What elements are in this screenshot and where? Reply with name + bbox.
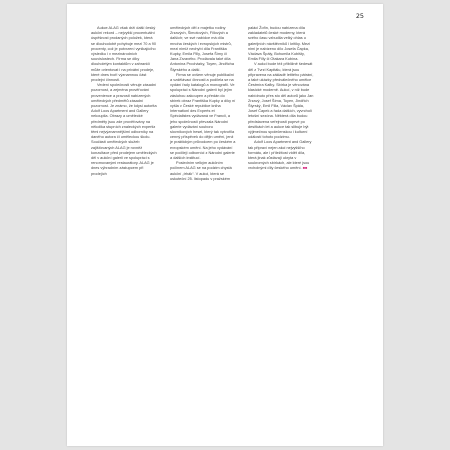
page-number: 25 — [355, 12, 364, 20]
paragraph: Aukce ALAG však drží další český aukční rekord – nejvyšší procentuální úspěšnost prodaných položek, která se dlouhodobě pohybuje mezi 70 a 90 procenty, což je potvrzení vynikajícího výsledku i v mezinárodních souvislostech. Firma se díky dlouholetým kontaktům v zahraničí může orientovat i na privátní prodeje, které dnes tvoří významnou část prodejní činnosti. — [91, 26, 156, 83]
paragraph: Firma se ovšem věnuje publikační a vzdělávací činnosti a podílela se na vydání řady katalogů a monografií. Ve spolupráci s Národní galerií byl jejím zásluhou zakoupen a předán do sbírek obraz Františka Kupky a díky ní vyšla v České republice kniha Internationl des Experts et Spécialistes vydávaná ve Francii, a jeho společností převzala Národní galerie vydávání souboru slovníkových hesel, který tak vytvořila cenný příspěvek do dějin umění, jenž je praktickým průvodcem po českém a evropském umění. Na jeho vydávání se podílejí odborníci z Národní galerie a dalších institucí. — [170, 72, 236, 161]
paragraph: paláci Žofín, budou nabízena díla zakladatelů české moderny, která svého času vzbudila velký ohlas u galerijních návštěvníků i kritiky. Mezi nimi je nabízeno dílo Josefa Čapka, Václava Špály, Bohumila Kubišty, Emila Filly či Otakara Kubína. — [248, 26, 310, 62]
end-of-article-mark: ■■ — [302, 166, 308, 171]
document-page — [67, 4, 383, 446]
paragraph: Vedení společnosti věnuje zásadní pozornost, a zejména prověřování provenience a pravosti nabízených uměleckých předmětů zásadní pozornost. Je známo, že kdysi autorita Adolf Loos Apartment and Gallery nekoupila. Obrazy a umělecké předměty jsou zde prověřovány na několika stupních znaleckých expertiz těmi nejvýznamnějšími odborníky na daného autora či uměleckou školu. Součástí uměleckých služeb zajišťovaných ALAG je rovněž konzultace před prodejem uměleckých děl v aukční galerii ve spolupráci s renomovanými restaurátory. ALAG je dnes výhradním zástupcem při prodejích — [91, 83, 157, 176]
paragraph: Posledním velkým aukčním počinem ALAG se na podzim chystá aukční „trhák“. V aukci, která se uskuteční 25. listopadu v pražském — [170, 161, 232, 181]
text-column-2 — [170, 26, 236, 182]
text-column-1 — [91, 26, 157, 177]
paragraph: uměleckých děl z majetku rodiny Zrzavých, Šimotových, Fillových a dalších; ve své nabídce má díla mnoha českých i evropských mistrů, mezi nimiž nechybí díla Františka Kupky, Emila Filly, Josefa Šímy či Jana Zrzavého. Prodávala také díla Antonína Procházky, Toyen, Jindřicha Štyrského a další. — [170, 26, 234, 72]
paragraph-text: Adolf Loos Apartment and Gallery tak připraví nejen akci nejvyššího formátu, ale i příležitost vidět díla, která jinak zůstávají ukryta v soukromých sbírkách, ale které jsou vrcholnými díly českého umění. — [248, 140, 312, 171]
paragraph — [248, 140, 314, 171]
text-column-3 — [248, 26, 314, 172]
paragraph: V aukci bude též přibližně šedesát děl z Tvrzi Kapitálu, která jsou připravena na základě letitého pátrání, a také ukázky předválečného umělce Čestmíra Kafky. Sbírka je věnována klasické moderně. Aukcí, v níž bude nabídnuto přes sto děl autorů jako Jan Zrzavý, Josef Šíma, Toyen, Jindřich Štyrský, Emil Filla, Václav Špála, Josef Čapek a řada dalších, vyvrcholí letošní sezóna. Některá díla budou představena veřejnosti poprvé po desítkách let a aukce tak slibuje být výjimečnou společenskou i kulturní událostí tohoto podzimu. — [248, 62, 314, 140]
